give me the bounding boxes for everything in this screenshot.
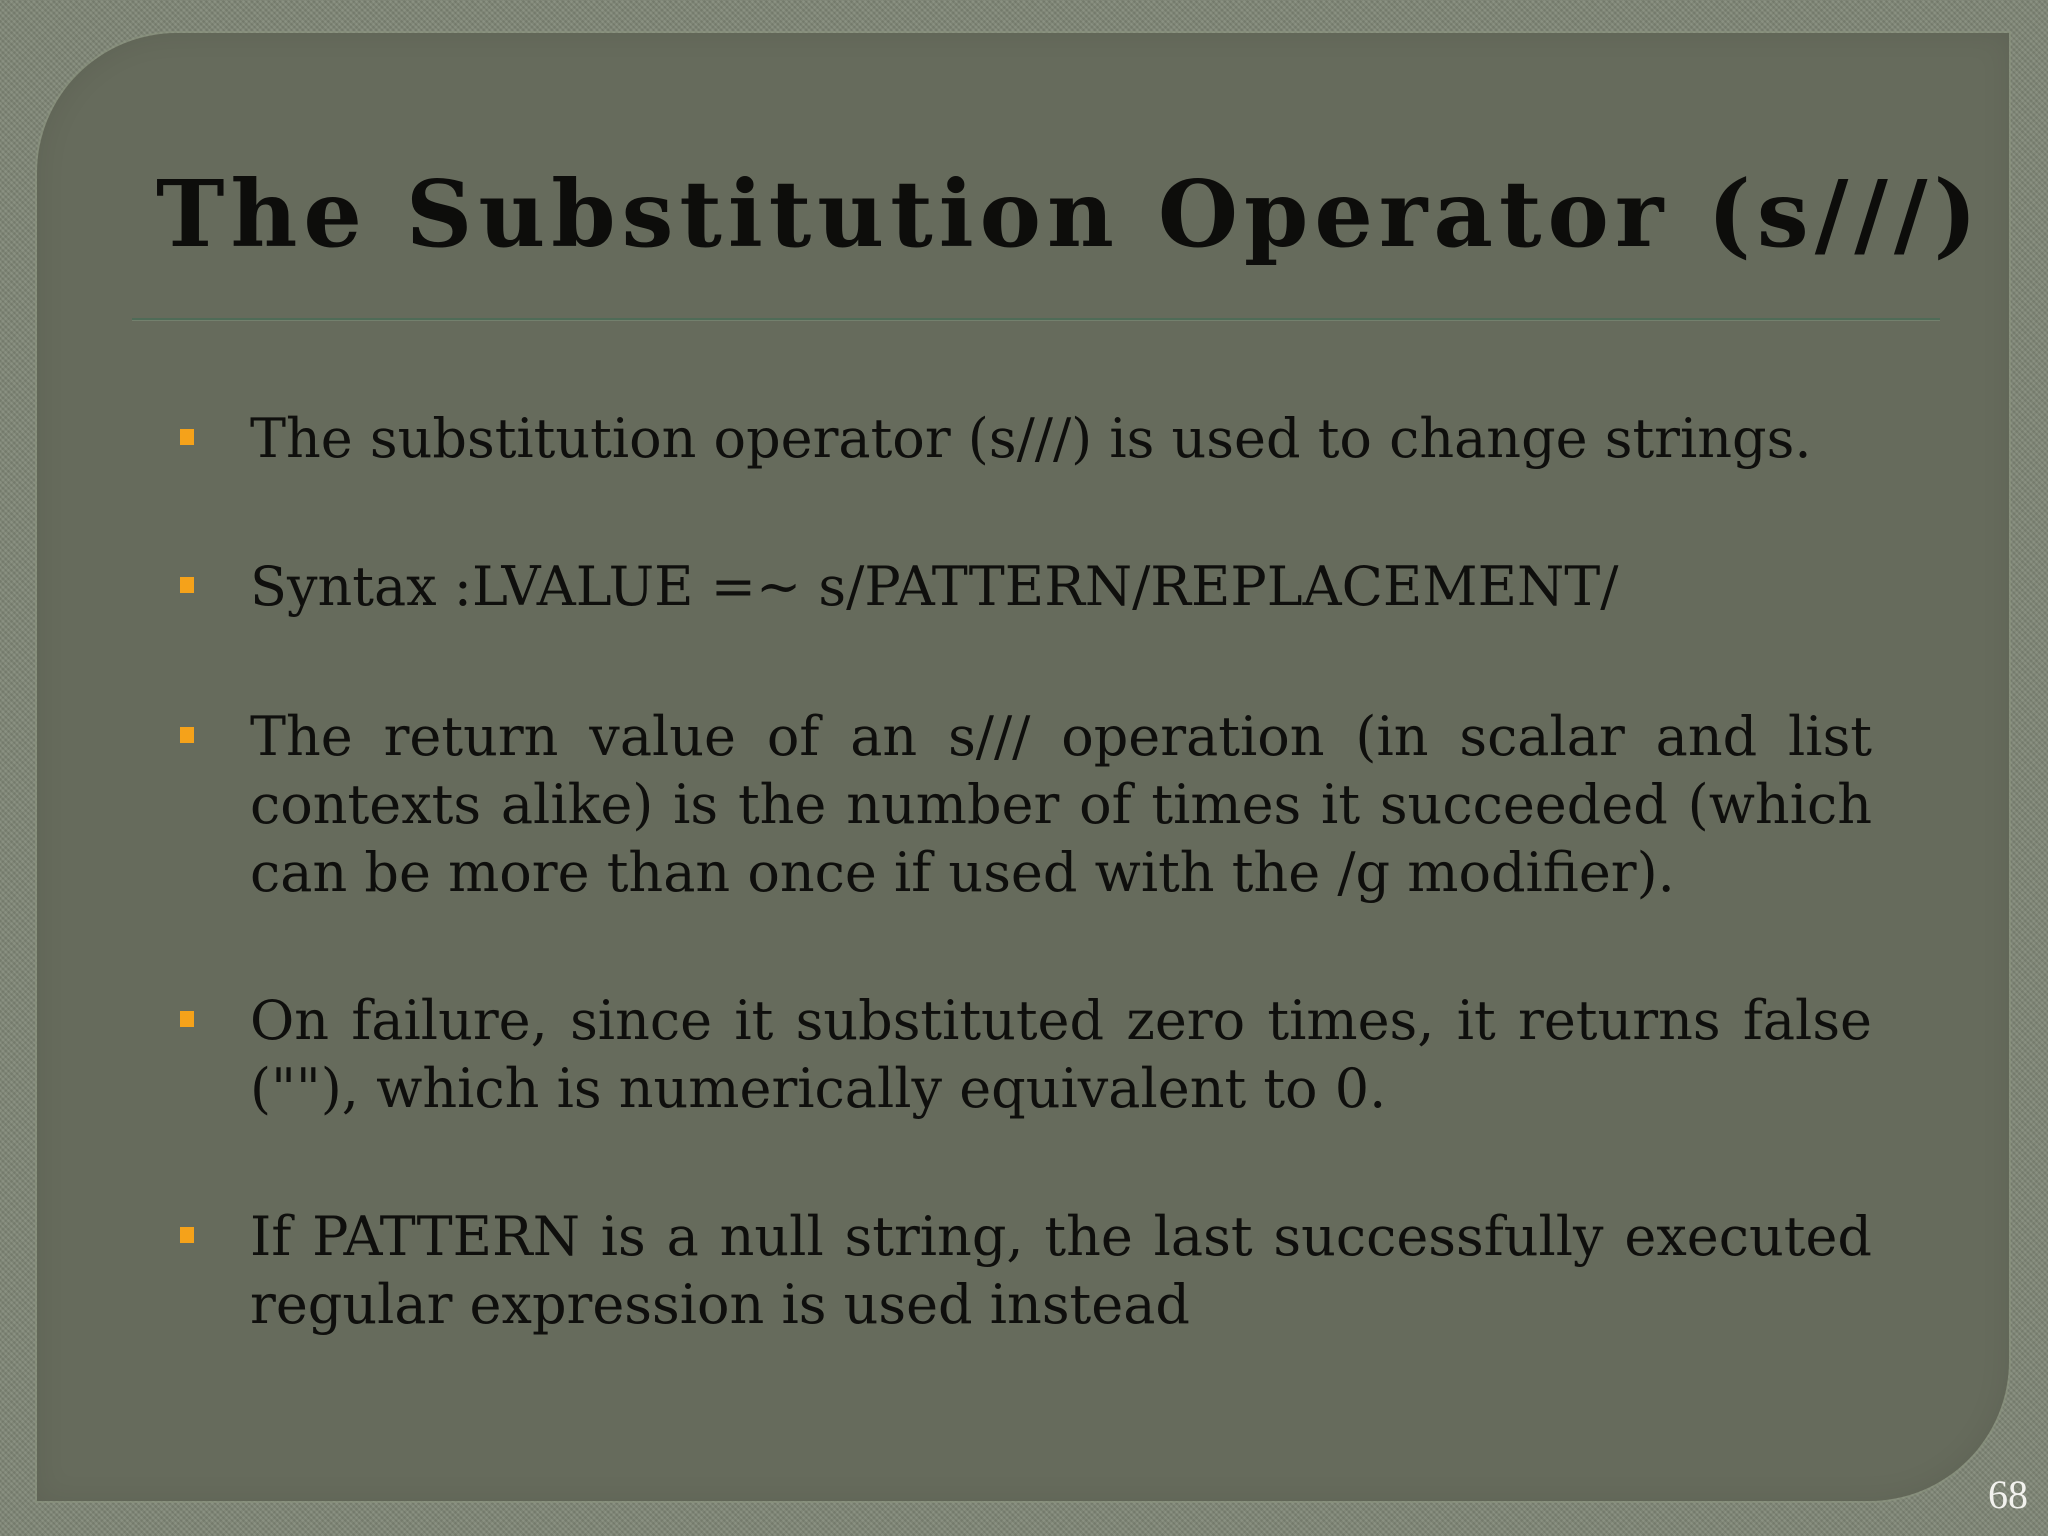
bullet-text: If PATTERN is a null string, the last successfully executed regular expression is used instead: [250, 1205, 1872, 1336]
bullet-text: The return value of an s/// operation (in scalar and list contexts alike) is the number of times it succeeded (which can be more than once if used with the /g modifier).: [250, 705, 1872, 904]
square-bullet-icon: [180, 1011, 194, 1027]
bullet-item: [250, 703, 1872, 907]
bullet-item: [250, 405, 1872, 473]
bullet-item: [250, 553, 1872, 621]
square-bullet-icon: [180, 429, 194, 445]
square-bullet-icon: [180, 727, 194, 743]
square-bullet-icon: [180, 1227, 194, 1243]
slide-title: The Substitution Operator (s///): [156, 160, 1984, 268]
bullet-item: [250, 987, 1872, 1123]
page-number: 68: [1988, 1472, 2028, 1517]
bullet-text: The substitution operator (s///) is used to change strings.: [250, 407, 1812, 470]
square-bullet-icon: [180, 577, 194, 593]
bullet-text: Syntax :LVALUE =~ s/PATTERN/REPLACEMENT/: [250, 555, 1619, 618]
bullet-text: On failure, since it substituted zero times, it returns false (""), which is numerically equivalent to 0.: [250, 989, 1872, 1120]
bullet-item: [250, 1203, 1872, 1339]
